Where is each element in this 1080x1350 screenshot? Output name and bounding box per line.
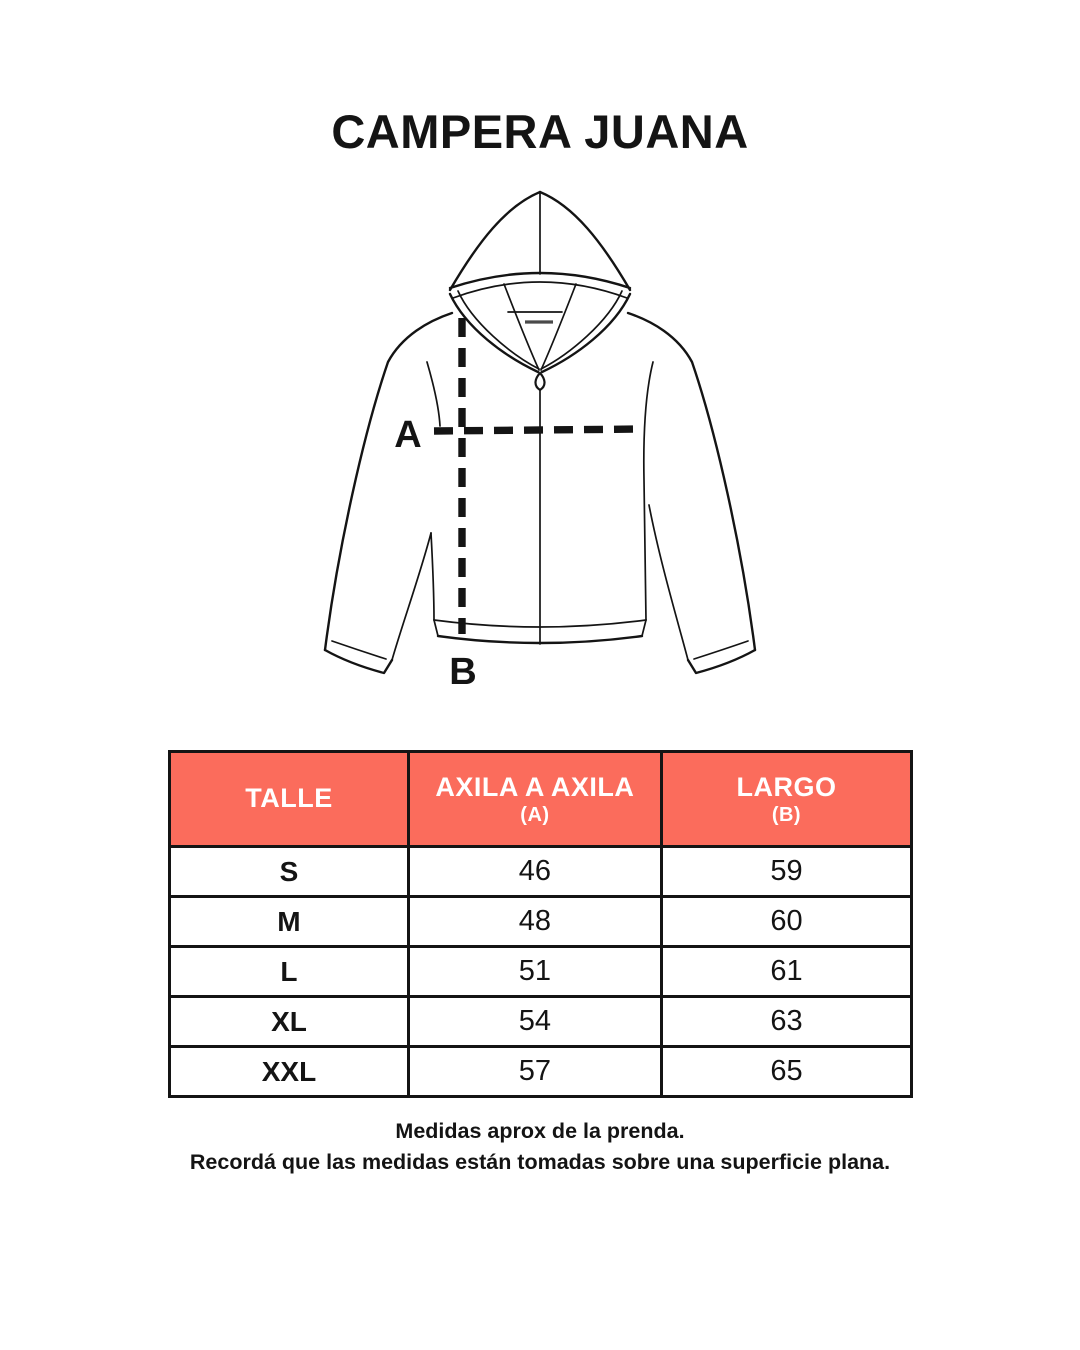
measure-a-line (434, 429, 644, 431)
table-row (170, 897, 912, 947)
right-sleeve-inner (649, 505, 688, 660)
footer-note (0, 1116, 1080, 1177)
footer-line-2: Recordá que las medidas están tomadas sobre una superficie plana. (189, 1149, 891, 1174)
largo-value: 61 (661, 947, 911, 997)
right-shoulder-sleeve (628, 313, 755, 650)
axila-value: 46 (408, 847, 661, 897)
measure-a-label: A (394, 414, 422, 456)
left-body-edge (431, 533, 434, 620)
col-header-talle: TALLE (170, 752, 409, 847)
hood-brim-bottom (453, 282, 627, 298)
measure-b-label: B (449, 651, 477, 693)
page-title: CAMPERA JUANA (331, 105, 749, 158)
size-table-container (168, 750, 913, 1098)
col-header-largo: LARGO (B) (661, 752, 911, 847)
largo-value: 63 (661, 997, 911, 1047)
axila-value: 51 (408, 947, 661, 997)
cuffs (325, 641, 755, 673)
table-row (170, 947, 912, 997)
axila-value: 48 (408, 897, 661, 947)
largo-value: 60 (661, 897, 911, 947)
table-row (170, 997, 912, 1047)
zipper-pull (535, 373, 544, 390)
hood-outline (450, 192, 630, 372)
col-header-axila-a-axila: AXILA A AXILA (A) (408, 752, 661, 847)
table-row (170, 847, 912, 897)
size-label: S (170, 847, 409, 897)
table-row (170, 1047, 912, 1097)
size-label: L (170, 947, 409, 997)
right-body-edge (644, 362, 653, 620)
hood-brim-top (450, 273, 630, 288)
header-row (170, 752, 912, 847)
size-label: XXL (170, 1047, 409, 1097)
size-label: M (170, 897, 409, 947)
left-sleeve-inner (392, 533, 431, 660)
largo-value: 65 (661, 1047, 911, 1097)
axila-value: 54 (408, 997, 661, 1047)
left-armhole (427, 362, 440, 426)
size-label: XL (170, 997, 409, 1047)
jacket-sketch (300, 170, 780, 710)
size-table (168, 750, 913, 1098)
jacket-diagram (300, 170, 780, 710)
footer-line-1: Medidas aprox de la prenda. (395, 1119, 685, 1143)
axila-value: 57 (408, 1047, 661, 1097)
largo-value: 59 (661, 847, 911, 897)
